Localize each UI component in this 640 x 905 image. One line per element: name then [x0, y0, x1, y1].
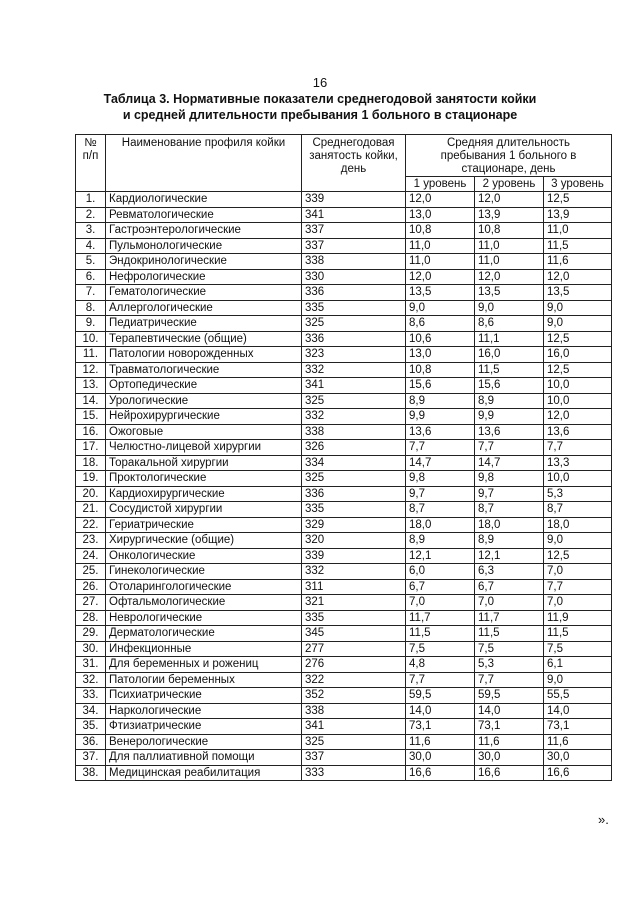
duration-level-1: 12,1 — [406, 548, 475, 564]
table-row — [76, 254, 612, 270]
duration-level-3: 7,5 — [544, 641, 612, 657]
duration-level-3: 11,9 — [544, 610, 612, 626]
profile-name: Пульмонологические — [106, 238, 302, 254]
duration-level-2: 11,0 — [475, 254, 544, 270]
row-number: 21. — [76, 502, 106, 518]
table-row — [76, 765, 612, 781]
profile-name: Гематологические — [106, 285, 302, 301]
profile-name: Гинекологические — [106, 564, 302, 580]
table-row — [76, 471, 612, 487]
duration-level-1: 4,8 — [406, 657, 475, 673]
duration-level-1: 13,5 — [406, 285, 475, 301]
occupancy-value: 341 — [302, 719, 406, 735]
duration-level-2: 8,9 — [475, 393, 544, 409]
profile-name: Для беременных и рожениц — [106, 657, 302, 673]
table-row — [76, 750, 612, 766]
header-num: № п/п — [76, 135, 106, 192]
duration-level-3: 7,0 — [544, 564, 612, 580]
duration-level-3: 9,0 — [544, 533, 612, 549]
row-number: 18. — [76, 455, 106, 471]
row-number: 24. — [76, 548, 106, 564]
duration-level-2: 6,7 — [475, 579, 544, 595]
row-number: 13. — [76, 378, 106, 394]
table-row — [76, 517, 612, 533]
profile-name: Эндокринологические — [106, 254, 302, 270]
profile-name: Проктологические — [106, 471, 302, 487]
occupancy-value: 337 — [302, 223, 406, 239]
duration-level-2: 15,6 — [475, 378, 544, 394]
row-number: 20. — [76, 486, 106, 502]
occupancy-value: 325 — [302, 734, 406, 750]
duration-level-3: 7,7 — [544, 579, 612, 595]
row-number: 22. — [76, 517, 106, 533]
duration-level-3: 11,6 — [544, 734, 612, 750]
profile-name: Нейрохирургические — [106, 409, 302, 425]
profile-name: Дерматологические — [106, 626, 302, 642]
duration-level-1: 9,8 — [406, 471, 475, 487]
row-number: 25. — [76, 564, 106, 580]
table-row — [76, 641, 612, 657]
duration-level-1: 6,7 — [406, 579, 475, 595]
duration-level-2: 7,0 — [475, 595, 544, 611]
duration-level-1: 9,7 — [406, 486, 475, 502]
row-number: 17. — [76, 440, 106, 456]
profile-name: Наркологические — [106, 703, 302, 719]
duration-level-2: 9,9 — [475, 409, 544, 425]
profile-name: Ортопедические — [106, 378, 302, 394]
occupancy-value: 339 — [302, 548, 406, 564]
duration-level-1: 11,7 — [406, 610, 475, 626]
header-level-3: 3 уровень — [544, 177, 612, 192]
table-body — [76, 192, 612, 781]
occupancy-value: 338 — [302, 424, 406, 440]
duration-level-3: 14,0 — [544, 703, 612, 719]
row-number: 5. — [76, 254, 106, 270]
duration-level-1: 6,0 — [406, 564, 475, 580]
table-row — [76, 688, 612, 704]
title-line-1: Таблица 3. Нормативные показатели среднегодовой занятости койки — [103, 92, 537, 106]
row-number: 11. — [76, 347, 106, 363]
duration-level-2: 11,5 — [475, 362, 544, 378]
duration-level-2: 12,0 — [475, 192, 544, 208]
table-row — [76, 409, 612, 425]
duration-level-3: 11,5 — [544, 238, 612, 254]
table-row — [76, 564, 612, 580]
occupancy-value: 321 — [302, 595, 406, 611]
profile-name: Урологические — [106, 393, 302, 409]
occupancy-value: 337 — [302, 750, 406, 766]
duration-level-2: 5,3 — [475, 657, 544, 673]
table-row — [76, 362, 612, 378]
duration-level-2: 13,9 — [475, 207, 544, 223]
row-number: 31. — [76, 657, 106, 673]
row-number: 29. — [76, 626, 106, 642]
table-row — [76, 424, 612, 440]
profile-name: Медицинская реабилитация — [106, 765, 302, 781]
duration-level-3: 9,0 — [544, 316, 612, 332]
occupancy-value: 311 — [302, 579, 406, 595]
duration-level-2: 11,0 — [475, 238, 544, 254]
row-number: 23. — [76, 533, 106, 549]
row-number: 35. — [76, 719, 106, 735]
duration-level-1: 10,6 — [406, 331, 475, 347]
table-row — [76, 657, 612, 673]
duration-level-1: 73,1 — [406, 719, 475, 735]
duration-level-3: 9,0 — [544, 672, 612, 688]
profile-name: Гастроэнтерологические — [106, 223, 302, 239]
occupancy-value: 320 — [302, 533, 406, 549]
occupancy-value: 325 — [302, 393, 406, 409]
duration-level-2: 8,9 — [475, 533, 544, 549]
duration-level-2: 7,7 — [475, 672, 544, 688]
profile-name: Фтизиатрические — [106, 719, 302, 735]
duration-level-3: 73,1 — [544, 719, 612, 735]
duration-level-2: 14,7 — [475, 455, 544, 471]
duration-level-2: 6,3 — [475, 564, 544, 580]
duration-level-1: 30,0 — [406, 750, 475, 766]
duration-level-1: 12,0 — [406, 269, 475, 285]
duration-level-2: 9,8 — [475, 471, 544, 487]
profile-name: Нефрологические — [106, 269, 302, 285]
occupancy-value: 332 — [302, 409, 406, 425]
row-number: 15. — [76, 409, 106, 425]
occupancy-value: 335 — [302, 610, 406, 626]
duration-level-3: 12,5 — [544, 192, 612, 208]
table-row — [76, 486, 612, 502]
occupancy-value: 336 — [302, 331, 406, 347]
duration-level-1: 9,9 — [406, 409, 475, 425]
duration-level-3: 12,5 — [544, 331, 612, 347]
row-number: 7. — [76, 285, 106, 301]
duration-level-3: 9,0 — [544, 300, 612, 316]
duration-level-1: 11,5 — [406, 626, 475, 642]
duration-level-2: 73,1 — [475, 719, 544, 735]
duration-level-2: 10,8 — [475, 223, 544, 239]
profile-name: Челюстно-лицевой хирургии — [106, 440, 302, 456]
profile-name: Хирургические (общие) — [106, 533, 302, 549]
profile-name: Гериатрические — [106, 517, 302, 533]
row-number: 37. — [76, 750, 106, 766]
duration-level-3: 10,0 — [544, 471, 612, 487]
duration-level-3: 16,0 — [544, 347, 612, 363]
row-number: 34. — [76, 703, 106, 719]
table-row — [76, 207, 612, 223]
row-number: 27. — [76, 595, 106, 611]
duration-level-3: 13,5 — [544, 285, 612, 301]
header-name: Наименование профиля койки — [106, 135, 302, 192]
table-row — [76, 703, 612, 719]
profile-name: Аллергологические — [106, 300, 302, 316]
duration-level-3: 11,5 — [544, 626, 612, 642]
duration-level-2: 14,0 — [475, 703, 544, 719]
occupancy-value: 341 — [302, 378, 406, 394]
table-row — [76, 300, 612, 316]
duration-level-2: 18,0 — [475, 517, 544, 533]
table-row — [76, 734, 612, 750]
duration-level-2: 30,0 — [475, 750, 544, 766]
profile-name: Для паллиативной помощи — [106, 750, 302, 766]
duration-level-3: 13,6 — [544, 424, 612, 440]
table-row — [76, 393, 612, 409]
row-number: 14. — [76, 393, 106, 409]
row-number: 2. — [76, 207, 106, 223]
profile-name: Педиатрические — [106, 316, 302, 332]
duration-level-3: 16,6 — [544, 765, 612, 781]
occupancy-value: 325 — [302, 316, 406, 332]
duration-level-3: 55,5 — [544, 688, 612, 704]
header-level-2: 2 уровень — [475, 177, 544, 192]
duration-level-1: 15,6 — [406, 378, 475, 394]
duration-level-1: 13,0 — [406, 207, 475, 223]
duration-level-3: 12,5 — [544, 548, 612, 564]
duration-level-2: 16,0 — [475, 347, 544, 363]
duration-level-3: 12,5 — [544, 362, 612, 378]
duration-level-2: 11,6 — [475, 734, 544, 750]
table-row — [76, 548, 612, 564]
occupancy-value: 277 — [302, 641, 406, 657]
duration-level-3: 13,9 — [544, 207, 612, 223]
row-number: 36. — [76, 734, 106, 750]
table-row — [76, 378, 612, 394]
occupancy-value: 335 — [302, 502, 406, 518]
row-number: 33. — [76, 688, 106, 704]
table-row — [76, 610, 612, 626]
duration-level-1: 7,0 — [406, 595, 475, 611]
row-number: 38. — [76, 765, 106, 781]
duration-level-2: 13,5 — [475, 285, 544, 301]
duration-level-3: 10,0 — [544, 378, 612, 394]
duration-level-2: 11,1 — [475, 331, 544, 347]
occupancy-value: 330 — [302, 269, 406, 285]
table-row — [76, 533, 612, 549]
table-row — [76, 347, 612, 363]
occupancy-value: 336 — [302, 285, 406, 301]
profile-name: Офтальмологические — [106, 595, 302, 611]
duration-level-1: 7,7 — [406, 672, 475, 688]
duration-level-2: 7,5 — [475, 641, 544, 657]
duration-level-1: 11,0 — [406, 238, 475, 254]
duration-level-2: 12,1 — [475, 548, 544, 564]
table-title — [80, 91, 560, 123]
row-number: 9. — [76, 316, 106, 332]
row-number: 1. — [76, 192, 106, 208]
duration-level-3: 11,0 — [544, 223, 612, 239]
table-row — [76, 502, 612, 518]
table-row — [76, 579, 612, 595]
duration-level-1: 8,6 — [406, 316, 475, 332]
row-number: 28. — [76, 610, 106, 626]
header-level-1: 1 уровень — [406, 177, 475, 192]
duration-level-3: 11,6 — [544, 254, 612, 270]
occupancy-value: 352 — [302, 688, 406, 704]
occupancy-value: 337 — [302, 238, 406, 254]
duration-level-3: 7,7 — [544, 440, 612, 456]
header-duration: Средняя длительность пребывания 1 больного в стационаре, день — [406, 135, 612, 177]
occupancy-value: 338 — [302, 254, 406, 270]
duration-level-3: 7,0 — [544, 595, 612, 611]
profile-name: Венерологические — [106, 734, 302, 750]
table-row — [76, 672, 612, 688]
row-number: 19. — [76, 471, 106, 487]
duration-level-1: 7,7 — [406, 440, 475, 456]
duration-level-3: 18,0 — [544, 517, 612, 533]
duration-level-1: 14,0 — [406, 703, 475, 719]
row-number: 6. — [76, 269, 106, 285]
row-number: 16. — [76, 424, 106, 440]
profile-name: Отоларингологические — [106, 579, 302, 595]
row-number: 10. — [76, 331, 106, 347]
occupancy-value: 332 — [302, 564, 406, 580]
profile-name: Инфекционные — [106, 641, 302, 657]
occupancy-value: 334 — [302, 455, 406, 471]
duration-level-1: 10,8 — [406, 223, 475, 239]
duration-level-3: 10,0 — [544, 393, 612, 409]
row-number: 4. — [76, 238, 106, 254]
duration-level-2: 16,6 — [475, 765, 544, 781]
table-row — [76, 719, 612, 735]
row-number: 26. — [76, 579, 106, 595]
duration-level-3: 30,0 — [544, 750, 612, 766]
profile-name: Ревматологические — [106, 207, 302, 223]
duration-level-1: 7,5 — [406, 641, 475, 657]
duration-level-1: 59,5 — [406, 688, 475, 704]
duration-level-1: 12,0 — [406, 192, 475, 208]
table-row — [76, 455, 612, 471]
occupancy-value: 333 — [302, 765, 406, 781]
table-row — [76, 331, 612, 347]
profile-name: Ожоговые — [106, 424, 302, 440]
duration-level-2: 12,0 — [475, 269, 544, 285]
duration-level-2: 7,7 — [475, 440, 544, 456]
duration-level-1: 18,0 — [406, 517, 475, 533]
occupancy-value: 345 — [302, 626, 406, 642]
duration-level-3: 12,0 — [544, 269, 612, 285]
table-row — [76, 440, 612, 456]
duration-level-2: 8,6 — [475, 316, 544, 332]
occupancy-value: 338 — [302, 703, 406, 719]
table-row — [76, 626, 612, 642]
profile-name: Патологии беременных — [106, 672, 302, 688]
duration-level-2: 13,6 — [475, 424, 544, 440]
profile-name: Кардиохирургические — [106, 486, 302, 502]
occupancy-value: 326 — [302, 440, 406, 456]
occupancy-value: 323 — [302, 347, 406, 363]
table-row — [76, 595, 612, 611]
duration-level-2: 59,5 — [475, 688, 544, 704]
occupancy-value: 335 — [302, 300, 406, 316]
duration-level-1: 11,0 — [406, 254, 475, 270]
header-occupancy: Среднегодовая занятость койки, день — [302, 135, 406, 192]
occupancy-value: 339 — [302, 192, 406, 208]
title-line-2: и средней длительности пребывания 1 больного в стационаре — [122, 108, 518, 122]
duration-level-1: 13,0 — [406, 347, 475, 363]
duration-level-1: 9,0 — [406, 300, 475, 316]
duration-level-1: 16,6 — [406, 765, 475, 781]
duration-level-2: 11,7 — [475, 610, 544, 626]
occupancy-value: 276 — [302, 657, 406, 673]
table-row — [76, 316, 612, 332]
duration-level-2: 9,7 — [475, 486, 544, 502]
profile-name: Кардиологические — [106, 192, 302, 208]
occupancy-value: 329 — [302, 517, 406, 533]
row-number: 8. — [76, 300, 106, 316]
closing-mark: ». — [598, 812, 609, 827]
row-number: 12. — [76, 362, 106, 378]
profile-name: Патологии новорожденных — [106, 347, 302, 363]
table-row — [76, 238, 612, 254]
duration-level-3: 5,3 — [544, 486, 612, 502]
table-row — [76, 192, 612, 208]
duration-level-2: 8,7 — [475, 502, 544, 518]
row-number: 3. — [76, 223, 106, 239]
duration-level-1: 10,8 — [406, 362, 475, 378]
profile-name: Терапевтические (общие) — [106, 331, 302, 347]
norms-table — [75, 134, 612, 781]
duration-level-3: 8,7 — [544, 502, 612, 518]
profile-name: Торакальной хирургии — [106, 455, 302, 471]
duration-level-2: 9,0 — [475, 300, 544, 316]
duration-level-3: 13,3 — [544, 455, 612, 471]
profile-name: Травматологические — [106, 362, 302, 378]
duration-level-1: 13,6 — [406, 424, 475, 440]
occupancy-value: 336 — [302, 486, 406, 502]
duration-level-1: 8,7 — [406, 502, 475, 518]
duration-level-1: 11,6 — [406, 734, 475, 750]
occupancy-value: 332 — [302, 362, 406, 378]
row-number: 30. — [76, 641, 106, 657]
occupancy-value: 325 — [302, 471, 406, 487]
duration-level-3: 6,1 — [544, 657, 612, 673]
duration-level-2: 11,5 — [475, 626, 544, 642]
duration-level-1: 8,9 — [406, 533, 475, 549]
profile-name: Онкологические — [106, 548, 302, 564]
profile-name: Сосудистой хирургии — [106, 502, 302, 518]
table-row — [76, 285, 612, 301]
duration-level-3: 12,0 — [544, 409, 612, 425]
table-row — [76, 269, 612, 285]
row-number: 32. — [76, 672, 106, 688]
table-row — [76, 223, 612, 239]
duration-level-1: 14,7 — [406, 455, 475, 471]
occupancy-value: 341 — [302, 207, 406, 223]
page-number: 16 — [312, 75, 328, 90]
occupancy-value: 322 — [302, 672, 406, 688]
profile-name: Неврологические — [106, 610, 302, 626]
profile-name: Психиатрические — [106, 688, 302, 704]
duration-level-1: 8,9 — [406, 393, 475, 409]
